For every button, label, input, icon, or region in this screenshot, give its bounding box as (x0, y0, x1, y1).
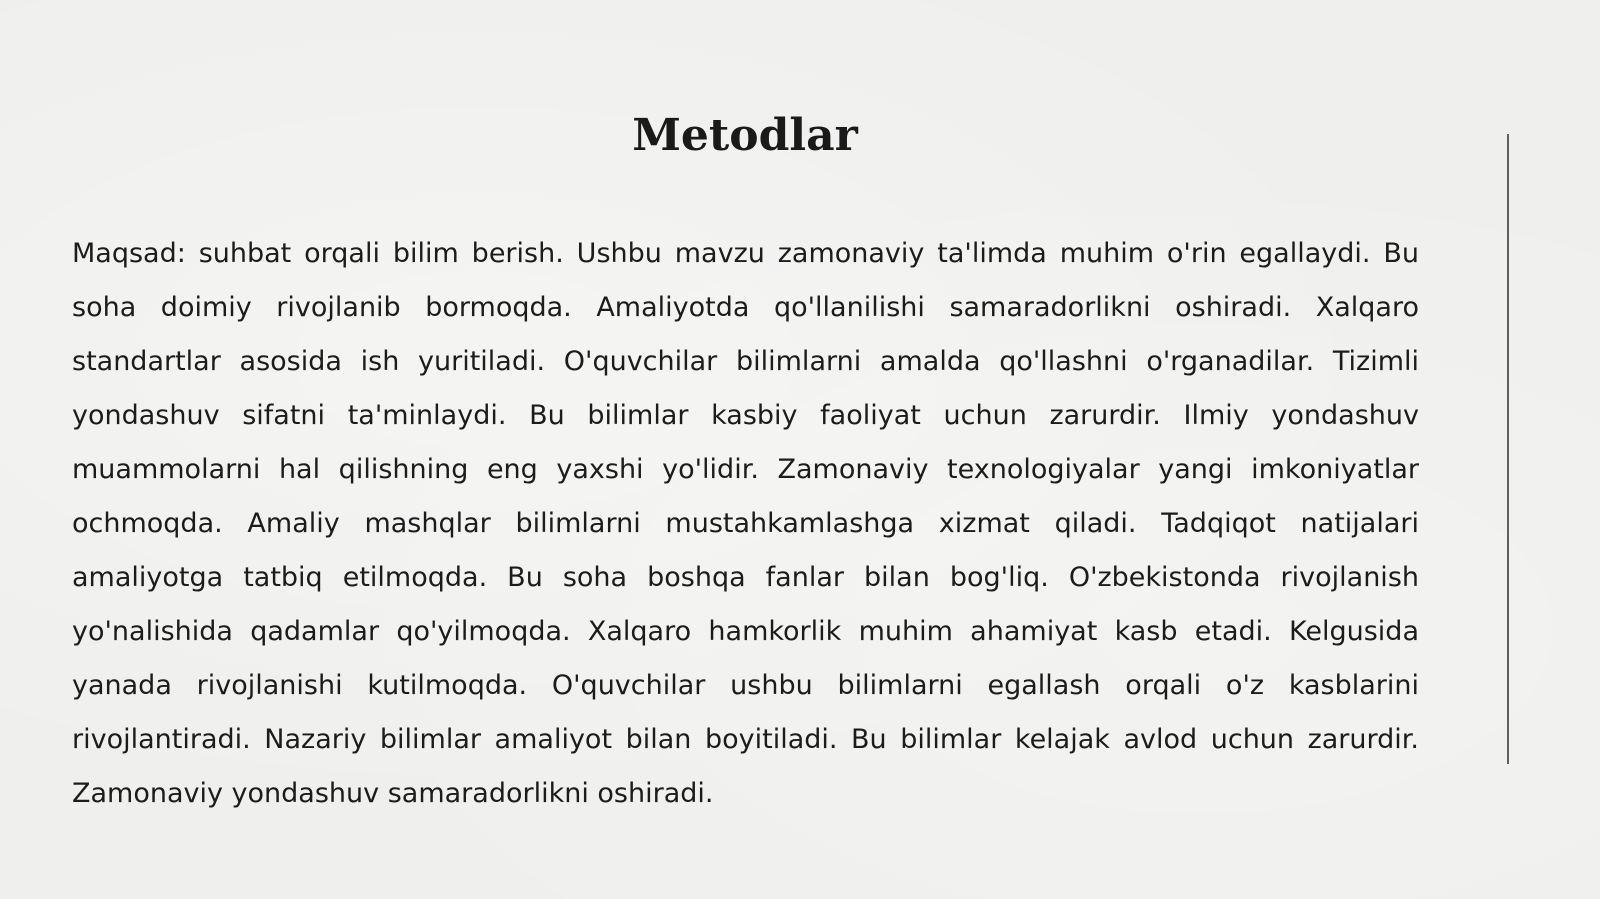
vertical-divider (1507, 134, 1509, 764)
slide-title: Metodlar (632, 110, 858, 161)
slide-body-text: Maqsad: suhbat orqali bilim berish. Ushbu mavzu zamonaviy ta'limda muhim o'rin egallaydi. Bu soha doimiy rivojlanib bormoqda. Amaliyotda qo'llanilishi samaradorlikni oshiradi. Xalqaro standartlar asosida ish yuritiladi. O'quvchilar bilimlarni amalda qo'llashni o'rganadilar. Tizimli yondashuv sifatni ta'minlaydi. Bu bilimlar kasbiy faoliyat uchun zarurdir. Ilmiy yondashuv muammolarni hal qilishning eng yaxshi yo'lidir. Zamonaviy texnologiyalar yangi imkoniyatlar ochmoqda. Amaliy mashqlar bilimlarni mustahkamlashga xizmat qiladi. Tadqiqot natijalari amaliyotga tatbiq etilmoqda. Bu soha boshqa fanlar bilan bog'liq. O'zbekistonda rivojlanish yo'nalishida qadamlar qo'yilmoqda. Xalqaro hamkorlik muhim ahamiyat kasb etadi. Kelgusida yanada rivojlanishi kutilmoqda. O'quvchilar ushbu bilimlarni egallash orqali o'z kasblarini rivojlantiradi. Nazariy bilimlar amaliyot bilan boyitiladi. Bu bilimlar kelajak avlod uchun zarurdir. Zamonaviy yondashuv samaradorlikni oshiradi. (72, 238, 1419, 809)
